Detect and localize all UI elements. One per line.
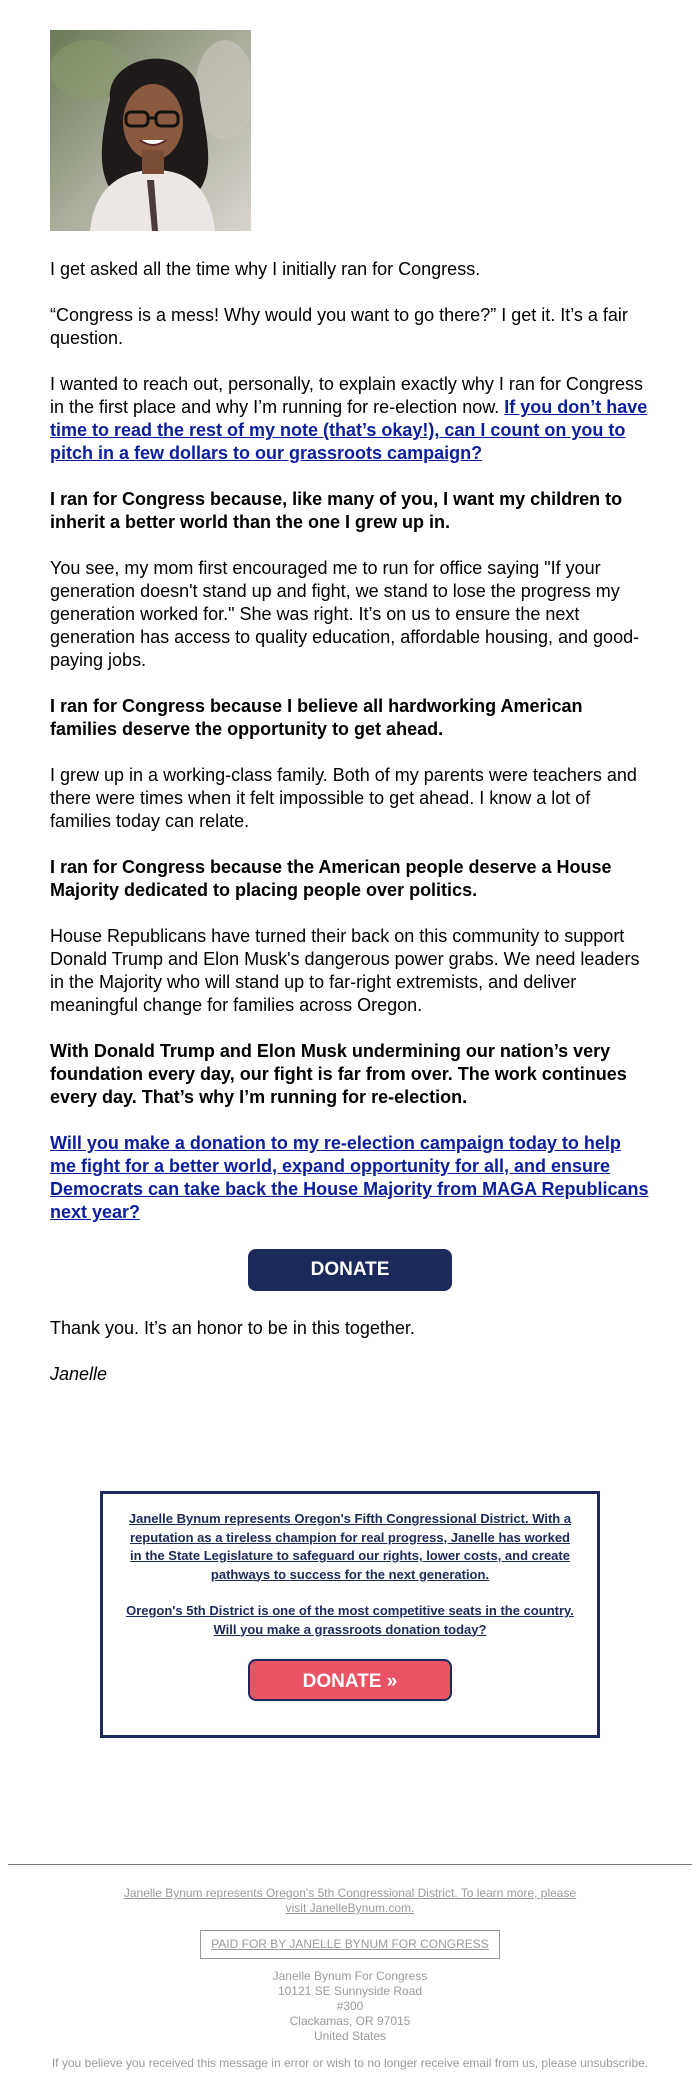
bio-box bbox=[100, 1491, 600, 1738]
reason-heading-2: I ran for Congress because I believe all hardworking American families deserve the opportunity to get ahead. bbox=[50, 696, 583, 739]
mom-paragraph: You see, my mom first encouraged me to run for office saying "If your generation doesn't stand up and fight, we stand to lose the progress my generation worked for." She was right. It’s on us to ensure the next generation has access to quality education, affordable housing, and good-paying jobs. bbox=[50, 558, 640, 670]
quote-paragraph: “Congress is a mess! Why would you want to go there?” I get it. It’s a fair question. bbox=[50, 305, 628, 348]
reach-out-text: I wanted to reach out, personally, to explain exactly why I ran for Congress in the first place and why I’m running for re-election now. bbox=[50, 374, 643, 417]
thanks-paragraph: Thank you. It’s an honor to be in this together. bbox=[50, 1318, 415, 1338]
address-city: Clackamas, OR 97015 bbox=[289, 2014, 411, 2028]
bio-text[interactable]: Janelle Bynum represents Oregon's Fifth Congressional District. With a reputation as a tireless champion for real progress, Janelle has worked in the State Legislature to safeguard our rights, lower costs, and create pathways to success for the next generation. bbox=[128, 1511, 572, 1582]
footer-divider bbox=[8, 1864, 692, 1865]
district-text[interactable]: Oregon's 5th District is one of the most competitive seats in the country. Will you make a grassroots donation today? bbox=[126, 1603, 574, 1637]
donate-button[interactable]: DONATE bbox=[248, 1249, 452, 1291]
reelection-heading: With Donald Trump and Elon Musk undermining our nation’s very foundation every day, our fight is far from over. The work continues every day. That’s why I’m running for re-election. bbox=[50, 1041, 627, 1107]
footer bbox=[0, 1886, 700, 2071]
address-unit: #300 bbox=[336, 1999, 364, 2013]
footer-info-link[interactable]: Janelle Bynum represents Oregon's 5th Congressional District. To learn more, please visit JanelleBynum.com. bbox=[123, 1886, 577, 1915]
address-name: Janelle Bynum For Congress bbox=[272, 1969, 428, 1983]
address-country: United States bbox=[313, 2029, 387, 2043]
family-paragraph: I grew up in a working-class family. Both of my parents were teachers and there were times when it felt impossible to get ahead. I know a lot of families today can relate. bbox=[50, 765, 637, 831]
paid-for-disclaimer[interactable]: PAID FOR BY JANELLE BYNUM FOR CONGRESS bbox=[200, 1930, 500, 1959]
republicans-paragraph: House Republicans have turned their back on this community to support Donald Trump and Elon Musk's dangerous power grabs. We need leaders in the Majority who will stand up to far-right extremists, and deliver meaningful change for families across Oregon. bbox=[50, 926, 640, 1015]
donate-link-inline[interactable]: If you don’t have time to read the rest of my note (that’s okay!), can I count on you to pitch in a few dollars to our grassroots campaign? bbox=[50, 397, 648, 463]
email-body bbox=[50, 30, 650, 1386]
donate-link-cta[interactable]: Will you make a donation to my re-election campaign today to help me fight for a better world, expand opportunity for all, and ensure Democrats can take back the House Majority from MAGA Republicans next year? bbox=[50, 1133, 649, 1222]
donate-button-secondary[interactable]: DONATE » bbox=[248, 1659, 452, 1701]
address-street: 10121 SE Sunnyside Road bbox=[277, 1984, 423, 1998]
intro-paragraph: I get asked all the time why I initially ran for Congress. bbox=[50, 259, 481, 279]
reason-heading-3: I ran for Congress because the American people deserve a House Majority dedicated to placing people over politics. bbox=[50, 857, 612, 900]
signature: Janelle bbox=[50, 1364, 108, 1384]
reason-heading-1: I ran for Congress because, like many of you, I want my children to inherit a better world than the one I grew up in. bbox=[50, 489, 623, 532]
reach-out-paragraph bbox=[50, 373, 650, 465]
unsubscribe-text[interactable]: If you believe you received this message in error or wish to no longer receive email from us, please unsubscribe. bbox=[51, 2056, 649, 2070]
candidate-photo bbox=[50, 30, 251, 231]
footer-address bbox=[0, 1969, 700, 2044]
